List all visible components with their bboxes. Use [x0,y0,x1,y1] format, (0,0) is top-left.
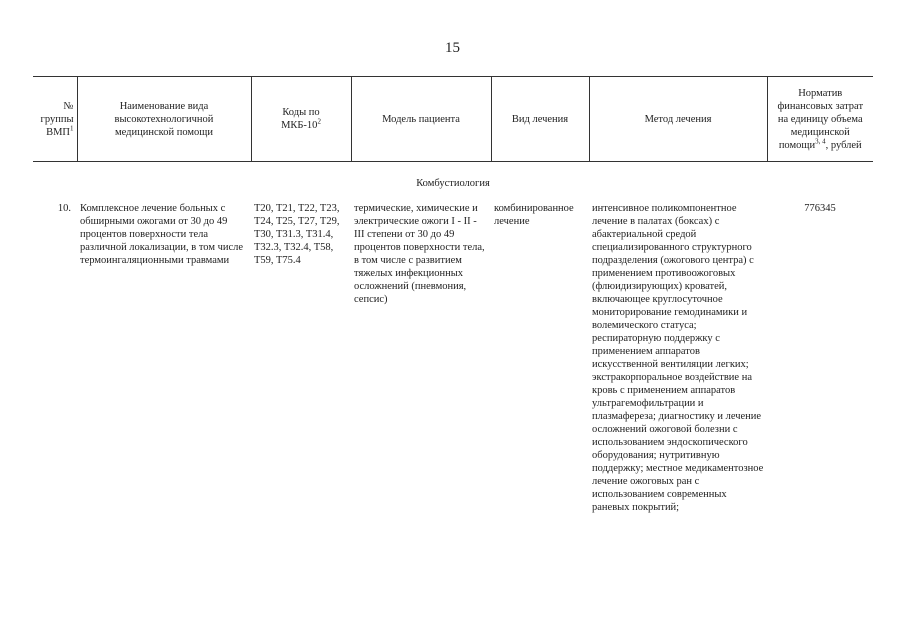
header-footnote-2: 2 [317,117,321,126]
header-treatment-method [589,77,767,162]
header-cost-norm-unit: , рублей [825,139,862,151]
header-group-word: группы [40,113,74,125]
header-patient-model-text: Модель пациента [382,113,460,125]
header-patient-model [351,77,491,162]
row-patient-model: термические, химические и электрические ожоги I - II - III степени от 30 до 49 процентов поверхности тела, в том числе с развитием тяжелых инфекционных осложнений (пневмония, сепсис) [354,203,485,305]
header-treatment-method-text: Метод лечения [644,113,712,125]
header-group-number [33,77,77,162]
row-group-number: 10. [57,203,71,214]
header-icd-codes-text: Коды по МКБ-10 [281,107,320,131]
row-cost-norm: 776345 [804,203,836,214]
header-vmp-word: ВМП [46,126,70,138]
header-treatment-type [491,77,589,162]
header-care-name-text: Наименование вида высокотехнологичной медицинской помощи [114,100,214,138]
section-title: Комбустиология [416,178,490,189]
vmp-table [33,76,873,514]
page-number: 15 [445,40,460,56]
row-icd-codes: T20, T21, T22, T23, T24, T25, T27, T29, T30, T31.3, T31.4, T32.3, T32.4, T58, T59, T75.4 [254,203,340,266]
header-footnote-1: 1 [70,124,74,132]
row-treatment-method: интенсивное поликомпонентное лечение в палатах (боксах) с абактериальной средой специализированного структурного подразделения (ожогового центра) с применением противоожоговых (флюидизирующих) кроватей, включающее круглосуточное мониторирование гемодинамики и волемического статуса; респираторную поддержку с применением аппаратов искусственной вентиляции легких; экстракорпоральное воздействие на кровь с применением аппаратов ультрагемофильтрации и плазмафереза; диагностику и лечение осложнений ожоговой болезни с использованием эндоскопического оборудования; нутритивную поддержку; местное медикаментозное лечение ожоговых ран с использованием современных раневых покрытий; [592,203,764,513]
header-footnote-3-4: 3, 4 [815,137,826,145]
header-num-sign: № [63,100,74,112]
row-care-name: Комплексное лечение больных с обширными ожогами от 30 до 49 процентов поверхности тела различной локализации, в том числе термоингаляционными травмами [80,203,244,266]
header-row [33,77,873,162]
section-row [33,162,873,203]
header-icd-codes [251,77,351,162]
table-row [33,202,873,514]
header-care-name [77,77,251,162]
row-treatment-type: комбинированное лечение [494,203,574,227]
header-cost-norm-text: Норматив финансовых затрат на единицу объема медицинской помощи [777,87,864,151]
header-treatment-type-text: Вид лечения [511,113,569,125]
header-cost-norm [767,77,873,162]
